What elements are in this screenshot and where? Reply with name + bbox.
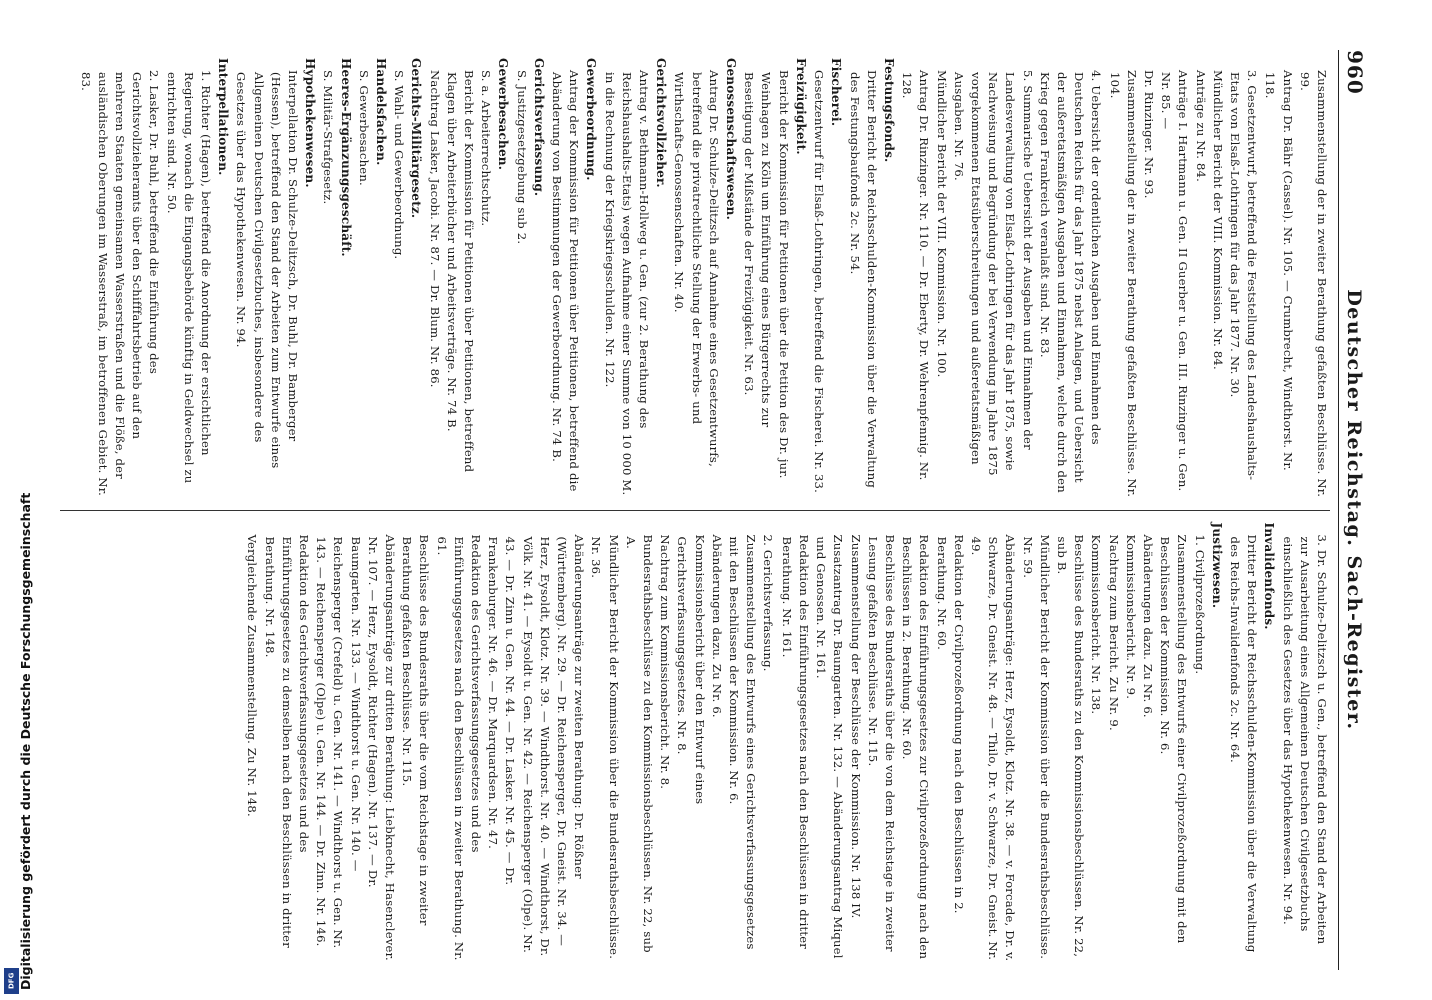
entry-line: Redaktion der Civilprozeßordnung nach den Beschlüssen in 2. Berathung. Nr. 60. [934,534,966,914]
entry-line: Redaktion des Gerichtsverfassungsgesetzes und des Einführungsgesetzes zu demselben nach den Beschlüssen in dritter Berathung. Nr. 148. [262,534,312,948]
entry-heading: Heeres-Ergänzungsgeschäft. [338,58,353,257]
entry-line: S. Justizgesetzgebung sub 2. [514,70,529,245]
entry-line: Abänderungsanträge zur dritten Berathung: Liebknecht, Hasenclever. Nr. 107. — Herz, Eysoldt, Richter (Hagen). Nr. 137. — Dr. Baumgarten. Nr. 133. — Windthorst u. Gen. Nr. 140. — Reichensperger (Crefeld) u. Gen. Nr. 141. — Windthorst u. Gen. Nr. 143. — Reichensperger (Olpe) u. Gen. Nr. 144. — Dr. Zinn. Nr. 146. [314,534,398,961]
entry-heading: Freizügigkeit. [793,58,808,155]
entry-line: S. Wahl- und Gewerbeordnung. [392,70,407,260]
index-entry [845,58,897,498]
entry-line: 3. Gesetzentwurf, betreffend die Feststellung des Landeshaushalts-Etats von Elsaß-Lothringen für das Jahr 1877. Nr. 30. [1227,70,1260,481]
index-entry [76,58,231,498]
entry-heading: Gerichts-Militärgesetz. [409,58,424,219]
entry-line: Gesetzentwurf für Elsaß-Lothringen, betreffend die Fischerei. Nr. 33. [812,70,827,493]
entry-line: Dritter Bericht der Reichsschulden-Kommission über die Verwaltung des Festungsbaufonds 2c. Nr. 54. [847,70,879,489]
entry-line: Kommissionsbericht über den Entwurf eines Gerichtsverfassungsgesetzes. Nr. 8. [675,534,707,805]
index-columns [60,50,1330,970]
index-entry [1278,523,1330,963]
index-entry [898,58,1104,498]
entry-line: 5. Summarische Uebersicht der Ausgaben und Einnahmen der Landesverwaltung von Elsaß-Lothringen für das Jahr 1875, sowie Nachweisung und Begründung der bei Verwendung im Jahre 1875 vorgekommenen Etatsüberschreitungen und außeretatsmäßigen Ausgaben. Nr. 76. [951,70,1035,476]
right-column [60,515,1330,971]
index-entry [1261,58,1330,498]
scanned-page [50,40,1385,980]
entry-line: Zusammenstellung des Entwurfs einer Civilprozeßordnung mit den Beschlüssen der Kommission. Nr. 6. [1158,534,1190,944]
entry-line: Antrag Dr. Bähr (Cassel). Nr. 105. — Crumbrecht, Windthorst. Nr. 118. [1263,70,1295,471]
column-divider [60,510,1330,511]
digitization-strip [0,0,33,1000]
entry-line: Dr. Rinzinger. Nr. 93. [1141,70,1156,199]
entry-line: 2. Gerichtsverfassung. [761,534,776,672]
index-entry [1226,523,1278,963]
entry-heading: Gerichtsvollzieher. [654,58,669,188]
index-entry [512,58,546,498]
entry-line: Bericht der Kommission für Petitionen über die Petition des Dr. jur. Weinhagen zu Köln um Einführung eines Bürgerrechts zur Beseitigung der Mißstände der Freizügigkeit. Nr. 63. [742,70,791,479]
entry-line: Zusammenstellung der in zweiter Berathung gefaßten Beschlüsse. Nr. 99. [1297,70,1329,498]
page-number: 960 [1343,50,1367,95]
index-entry [243,523,776,963]
entry-line: S. Militär-Strafgesetz. [321,70,336,205]
entry-line: 1. Civilprozeßordnung. [1192,534,1207,675]
entry-line: Kommissionsbericht. Nr. 138. [1089,534,1104,715]
entry-line: Abänderungen dazu. Zu Nr. 6. [1140,534,1155,718]
entry-line: Redaktion des Einführungsgesetzes nach den Beschlüssen in dritter Berathung. Nr. 161. [779,534,811,950]
index-entry [778,523,1225,963]
entry-heading: Gewerbesachen. [496,58,511,171]
entry-line: Bundesrathsbeschlüsse zu den Kommissionsbeschlüssen. Nr. 22, sub A. [623,534,656,953]
index-entry [740,58,809,498]
entry-heading: Gewerbeordnung. [584,58,599,181]
entry-line: Redaktion des Einführungsgesetzes zur Civilprozeßordnung nach den Beschlüssen in 2. Berathung. Nr. 60. [900,534,932,960]
entry-heading: Genossenschaftswesen. [724,58,739,220]
entry-line: Zusatzantrag Dr. Baumgarten. Nr. 132. — Abänderungsantrag Miquel und Genossen. Nr. 161. [814,534,846,959]
entry-heading: Hypothekenwesen. [303,58,318,188]
entry-line: Beschlüsse des Bundesraths zu den Kommissionsbeschlüssen. Nr. 22, sub B. [1054,534,1087,958]
index-entry [810,58,844,498]
index-entry [390,58,424,498]
running-title: Deutscher Reichstag. Sach-Register. [1343,289,1365,731]
entry-line: Anträge zu Nr. 84. [1193,70,1208,183]
entry-line: Redaktion des Gerichtsverfassungsgesetzes und des Einführungsgesetzes nach den Beschlüssen in zweiter Berathung. Nr. 61. [434,534,484,961]
entry-line: 1. Richter (Hagen), betreffend die Anordnung der ersichtlichen Regierung, wonach die Eingangsbehörde künftig in Geldwechsel zu entrichten sind. Nr. 50. [164,70,213,484]
entry-heading: Handelsfachen. [374,58,389,166]
index-entry [600,58,669,498]
left-column [60,50,1330,506]
entry-line: Mündlicher Bericht der Kommission über die Bundesrathsbeschlüsse. Nr. 59. [1020,534,1052,960]
entry-line: Abänderungen dazu. Zu Nr. 6. [709,534,724,718]
entry-line: 3. Dr. Schulze-Delitzsch u. Gen., betreffend den Stand der Arbeiten zur Ausarbeitung eines Allgemeinen Deutschen Civilgesetzbuchs einschließlich des Gesetzes über das Hypothekenwesen. Nr. 94. [1280,534,1329,945]
entry-line: Abänderungsanträge: Herz, Eysoldt, Klotz. Nr. 38. — v. Forcade, Dr. v. Schwarze, Dr. Gneist. Nr. 48. — Thilo, Dr. v. Schwarze, Dr. Gneist. Nr. 49. [968,534,1018,962]
entry-line: Nachtrag Lasker, Jacobi. Nr. 87. — Dr. Blum. Nr. 86. [427,70,442,388]
entry-line: 4. Uebersicht der ordentlichen Ausgaben und Einnahmen des Deutschen Reichs für das Jahr 1875 nebst Anlagen, und Uebersicht der außeretatsmäßigen Ausgaben und Einnahmen, welche durch den Krieg gegen Frankreich veranlaßt sind. Nr. 83. [1037,70,1104,493]
index-entry [670,58,739,498]
entry-line: Zusammenstellung der Beschlüsse der Kommission. Nr. 138 IV. [848,534,863,919]
entry-line: Vergleichende Zusammenstellung. Zu Nr. 148. [245,534,260,817]
entry-line: Dritter Bericht der Reichsschulden-Kommission über die Verwaltung des Reichs-Invalidenfonds 2c. Nr. 64. [1227,534,1260,953]
index-entry [232,58,318,498]
dfg-logo: DFG [4,968,19,994]
index-entry [319,58,353,498]
entry-line: Zusammenstellung der in zweiter Berathung gefaßten Beschlüsse. Nr. 104. [1107,70,1139,498]
entry-line: Mündlicher Bericht der VIII. Kommission. Nr. 84. [1210,70,1225,370]
entry-line: Mündlicher Bericht der Kommission über die Bundesrathsbeschlüsse. Nr. 36. [589,534,621,960]
entry-heading: Interpellationen. [216,58,231,176]
index-entry [425,58,511,498]
entry-line: Antrag v. Bethmann-Hollweg u. Gen. (zur 2. Berathung des Reichshaushalts-Etats) wegen Aufnahme einer Summe von 10 000 M. in die Rechnung der Kriegskriegsschulden. Nr. 122. [602,70,652,496]
entry-line: Antrag Dr. Rinzinger. Nr. 110. — Dr. Eberty, Dr. Wehrenpfennig. Nr. 128. [900,70,932,481]
entry-line: S. a. Arbeiterrechtschutz. [479,70,494,227]
entry-line: Abänderungsanträge zur zweiten Berathung: Dr. Rößner (Württemberg). Nr. 29. — Dr. Reichensperger, Dr. Gneist. Nr. 34. — Herz, Eysoldt, Klotz. Nr. 39. — Windthorst. Nr. 40. — Windthorst, Dr. Völk. Nr. 41. — Eysoldt u. Gen. Nr. 42. — Reichensperger (Olpe). Nr. 43. — Dr. Zinn u. Gen. Nr. 44. — Dr. Lasker. Nr. 45. — Dr. Frankenburger. Nr. 46. — Dr. Marquardsen. Nr. 47. [486,534,587,957]
entry-line: Beschlüsse des Bundesraths über die vom Reichstage in zweiter Berathung gefaßten Beschlüsse. Nr. 115. [400,534,432,926]
page-header [1338,50,1367,970]
digitization-note: Digitalisierung gefördert durch die Deutsche Forschungsgemeinschaft [18,492,33,990]
entry-line: Kommissionsbericht. Nr. 9. [1123,534,1138,700]
entry-line: Antrag der Kommission für Petitionen über Petitionen, betreffend die Abänderung von Bestimmungen der Gewerbeordnung. Nr. 74 B. [550,70,582,492]
index-entry [355,58,389,498]
entry-line: Nachtrag zum Bericht. Zu Nr. 9. [1106,534,1121,731]
entry-heading: Justizwesen. [1209,522,1224,609]
entry-heading: Invalidenfonds. [1262,522,1277,630]
index-entry [1105,58,1260,498]
entry-line: S. Gewerbesachen. [356,70,371,186]
entry-heading: Festungsfonds. [881,58,896,163]
entry-line: Bericht der Kommission für Petitionen über Petitionen, betreffend Klagen über Arbeiterbücher und Arbeitsverträge. Nr. 74 B. [444,70,477,473]
entry-heading: Gerichtsverfassung. [531,58,546,197]
entry-line: Interpellation Dr. Schulze-Delitzsch, Dr. Buhl, Dr. Bamberger (Hessen), betreffend den Stand der Arbeiten zum Entwurfe eines Allgemeinen Deutschen Civilgesetzbuches, insbesondere des Gesetzes über das Hypothekenwesen. Nr. 94. [234,70,301,469]
entry-line: Mündlicher Bericht der VIII. Kommission. Nr. 100. [934,70,949,378]
entry-line: 2. Lasker, Dr. Buhl, betreffend die Einführung des Gerichtsvollzieheramts über den Schifffahrtsbetrieb auf den mehreren Staaten gemeinsamen Wasserstraßen und die Flöße, der ausländischen Oberungen im Wasserstraß, im betroffenen Gebiet. Nr. 83. [78,70,162,497]
entry-line: Anträge I. Hartmann u. Gen. II Guerber u. Gen. III. Rinzinger u. Gen. Nr. 85. — [1159,70,1191,492]
entry-line: Antrag Dr. Schulze-Delitzsch auf Annahme eines Gesetzentwurfs, betreffend die privatrechtliche Stellung der Erwerbs- und Wirthschafts-Genossenschaften. Nr. 40. [672,70,721,467]
entry-line: Beschlüsse des Bundesraths über die von dem Reichstage in zweiter Lesung gefaßten Beschlüsse. Nr. 115. [865,534,897,952]
index-entry [548,58,600,498]
entry-line: Nachtrag zum Kommissionsbericht. Nr. 8. [658,534,673,790]
entry-heading: Fischerei. [829,58,844,127]
entry-line: Zusammenstellung des Entwurfs eines Gerichtsverfassungsgesetzes mit den Beschlüssen der Kommission. Nr. 6. [727,534,759,950]
